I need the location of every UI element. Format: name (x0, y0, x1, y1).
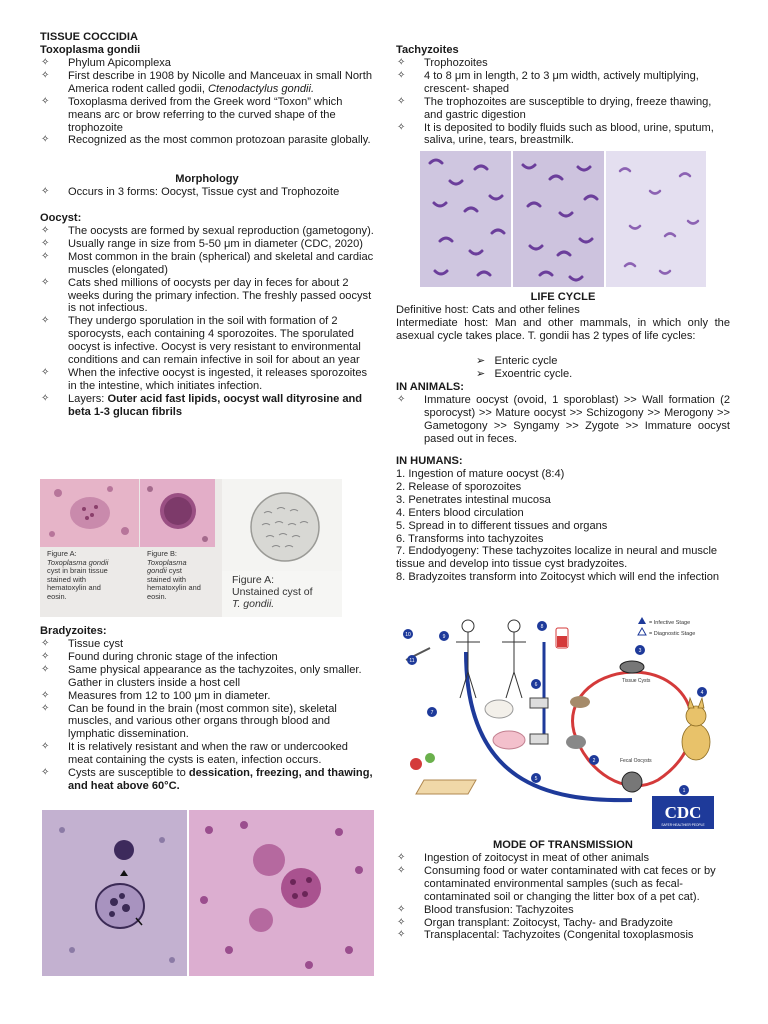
list-item: ✧ Tissue cyst (41, 638, 124, 650)
list-item: ✧ Found during chronic stage of the infection (41, 650, 278, 663)
morphology-list (40, 186, 374, 199)
step-8: 8 (540, 624, 544, 630)
morphology-heading: Morphology (175, 173, 239, 185)
cdc-tagline: SAFER·HEALTHIER·PEOPLE (661, 823, 705, 827)
fecal-oocysts-label: Fecal Oocysts (620, 758, 652, 764)
list-item: ✧ It is relatively resistant and when the raw or undercooked meat containing the cysts is eaten, infection occurs. (41, 741, 348, 767)
list-item: ✧ First describe in 1908 by Nicolle and Manceuax in small North America rodent called godii, Ctenodactylus gondii. (41, 69, 372, 95)
list-item: ✧ Blood transfusion: Tachyzoites (397, 903, 574, 916)
list-item: ✧ 4 to 8 μm in length, 2 to 3 μm width, actively multiplying, crescent- shaped (397, 69, 699, 95)
list-item: ✧ Phylum Apicomplexa (41, 57, 171, 69)
step-2: 2 (592, 758, 596, 764)
list-item: 6. Transforms into tachyzoites (396, 532, 544, 545)
list-item: ➢ Exoentric cycle. (476, 367, 573, 380)
legend-diagnostic: = Diagnostic Stage (649, 631, 696, 637)
stained-cyst-image (140, 479, 215, 547)
intermediate-host: Intermediate host: Man and other mammals, in which only the asexual cycle takes place. T. gondii has 2 types of life cycles: (396, 316, 730, 342)
list-item: ✧ Layers: Outer acid fast lipids, oocyst wall dityrosine and beta 1-3 glucan fibrils (41, 392, 363, 418)
list-item: ✧ They undergo sporulation in the soil with formation of 2 sporocysts, each containing 4 sporozoites. The sporulated oocyst is infective. Oocyst is very resistant to environmental conditions and can remain infective in soil for about an year (41, 315, 361, 367)
fecal-oocyst-icon (622, 772, 642, 792)
life-cycle-heading: LIFE CYCLE (530, 291, 596, 303)
litter-box-icon (416, 780, 476, 794)
figure-a-caption: Figure A: Toxoplasma gondii cyst in brain tissue stained with hematoxylin and eosin. (47, 549, 109, 601)
bradyzoite-micrograph-right (189, 810, 374, 976)
list-item: ✧ Can be found in the brain (most common site), skeletal muscles, and various other organs through blood and lymphatic dissemination. (41, 702, 337, 741)
list-item: 7. Endodyogeny: These tachyzoites localize in neural and muscle tissue and develop into tissue cyst bradyzoites. (396, 545, 718, 571)
figure-c-caption: Figure A: Unstained cyst of T. gondii. (232, 574, 313, 610)
tissue-cyst-icon (620, 661, 644, 673)
brain-tissue-cyst-image (40, 479, 139, 547)
life-cycle-diagram (396, 612, 730, 834)
infective-stage-icon (638, 617, 646, 624)
step-10: 10 (405, 632, 411, 638)
list-item: ✧ Transplacental: Tachyzoites (Congenital toxoplasmosis (397, 929, 694, 942)
list-item: 5. Spread in to different tissues and organs (396, 519, 608, 532)
step-4: 4 (700, 690, 704, 696)
cdc-logo-text: CDC (664, 803, 702, 822)
tachyzoites-heading: Tachyzoites (396, 44, 459, 56)
list-item: ✧ Immature oocyst (ovoid, 1 sporoblast) >> Wall formation (2 sporocyst) >> Mature oocyst >> Schizogony >> Merogony >> Gametogony >> Syngamy >> Zygote >> Immature oocyst pased out in feces. (397, 394, 730, 445)
list-item: ✧ Ingestion of zoitocyst in meat of other animals (397, 852, 650, 864)
life-cycle-text (396, 304, 730, 343)
step-11: 11 (409, 658, 415, 664)
life-cycle-types (396, 355, 730, 381)
list-item: ✧ Organ transplant: Zoitocyst, Tachy- and Bradyzoite (397, 916, 673, 929)
list-item: 1. Ingestion of mature oocyst (8:4) (396, 468, 565, 480)
organism-name: Toxoplasma gondii (40, 44, 141, 56)
definitive-host: Definitive host: Cats and other felines (396, 304, 580, 316)
bradyzoites-list (40, 638, 374, 793)
list-item: ✧ Usually range in size from 5-50 μm in diameter (CDC, 2020) (41, 237, 363, 250)
humans-heading: IN HUMANS: (396, 455, 463, 467)
list-item: ✧ Toxoplasma derived from the Greek word “Toxon” which means arc or brow referring to the curved shape of the trophozoite (41, 95, 343, 134)
tissue-cysts-label: Tissue Cysts (622, 678, 651, 684)
mode-heading: MODE OF TRANSMISSION (493, 839, 633, 851)
tachyzoites-list (396, 57, 730, 147)
tachyzoite-micrographs (420, 151, 706, 287)
pig-icon (493, 731, 525, 749)
step-7: 7 (430, 710, 434, 716)
step-9: 9 (442, 634, 446, 640)
intro-list (40, 57, 374, 147)
list-item: 2. Release of sporozoites (396, 480, 522, 493)
figure-b-caption: Figure B: Toxoplasma gondii cyst stained with hematoxylin and eosin. (147, 549, 201, 601)
animals-heading: IN ANIMALS: (396, 381, 464, 393)
list-item: ✧ Occurs in 3 forms: Oocyst, Tissue cyst and Trophozoite (41, 186, 340, 198)
list-item: ✧ Cats shed millions of oocysts per day in feces for about 2 weeks during the primary infection. The freshly passed oocyst is not infectious. (41, 276, 372, 315)
step-1: 1 (682, 788, 686, 794)
bradyzoites-heading: Bradyzoites: (40, 625, 107, 637)
list-item: ✧ Cysts are susceptible to dessication, freezing, and thawing, and heat above 60°C. (41, 767, 373, 792)
list-item: ✧ The oocysts are formed by sexual reproduction (gametogony). (41, 225, 374, 237)
list-item: ✧ The trophozoites are susceptible to drying, freeze thawing, and gastric digestion (397, 95, 712, 121)
unstained-cyst-image (222, 479, 342, 617)
list-item: ✧ Measures from 12 to 100 μm in diameter. (41, 689, 271, 702)
step-5: 5 (534, 776, 538, 782)
vegetable-icon (425, 753, 435, 763)
fruit-icon (410, 758, 422, 770)
list-item: ✧ It is deposited to bodily fluids such as blood, urine, sputum, saliva, urine, tears, breastmilk. (397, 121, 714, 147)
humans-list (396, 468, 730, 584)
list-item: 4. Enters blood circulation (396, 506, 524, 519)
legend-infective: = Infective Stage (649, 620, 691, 626)
list-item: ➢ Enteric cycle (476, 355, 558, 367)
list-item: 8. Bradyzoites transform into Zoitocyst which will end the infection (396, 571, 720, 584)
sheep-icon (485, 700, 513, 718)
bradyzoite-micrograph-left (42, 810, 187, 976)
oocyst-list (40, 225, 374, 419)
cat-icon (682, 698, 710, 760)
blood-bag-fill (557, 636, 567, 647)
list-item: ✧ When the infective oocyst is ingested, it releases sporozoites in the intestine, which initiates infection. (41, 366, 368, 392)
diagnostic-stage-icon (638, 628, 646, 635)
list-item: ✧ Trophozoites (397, 57, 488, 69)
list-item: ✧ Same physical appearance as the tachyzoites, only smaller. Gather in clusters inside a host cell (41, 663, 362, 689)
section-title: TISSUE COCCIDIA (40, 31, 139, 43)
meat-cyst-icon-2 (530, 734, 548, 744)
list-item: ✧ Most common in the brain (spherical) and skeletal and cardiac muscles (elongated) (41, 250, 374, 276)
mode-list (396, 852, 730, 942)
bird-icon (570, 696, 590, 708)
animals-list (396, 394, 730, 446)
meat-cyst-icon (530, 698, 548, 708)
life-cycle-svg (396, 612, 730, 834)
oocyst-heading: Oocyst: (40, 212, 82, 224)
step-3: 3 (638, 648, 642, 654)
step-6: 6 (534, 682, 538, 688)
figure-panel (40, 479, 342, 617)
list-item: 3. Penetrates intestinal mucosa (396, 493, 551, 506)
list-item: ✧ Consuming food or water contaminated with cat feces or by contaminated environmental samples (such as fecal-contaminated soil or changing the litter box of a pet cat). (397, 864, 716, 903)
rodent-icon (566, 735, 586, 749)
list-item: ✧ Recognized as the most common protozoan parasite globally. (41, 134, 371, 147)
cat-cycle-path (573, 672, 693, 786)
